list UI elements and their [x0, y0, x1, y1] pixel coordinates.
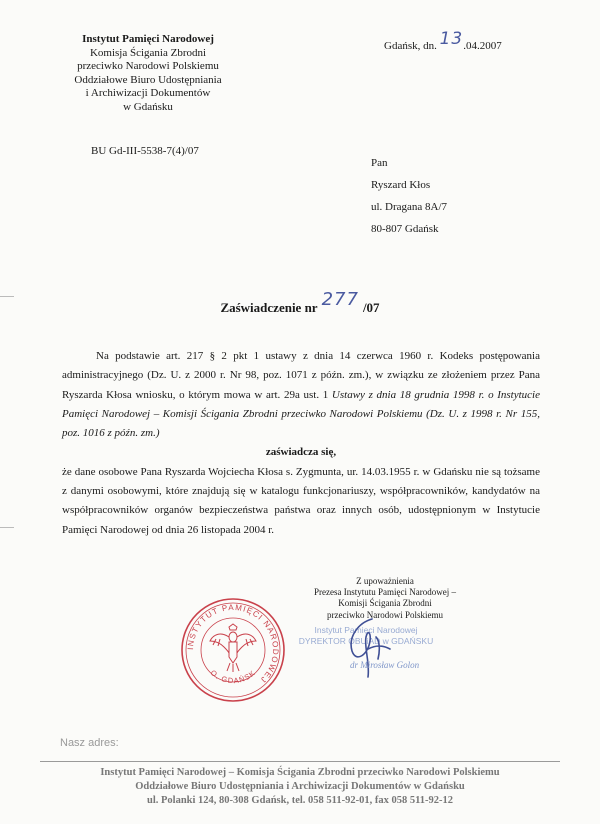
official-seal-stamp [180, 597, 286, 703]
recipient-name: Ryszard Kłos [371, 179, 431, 191]
date-prefix: Gdańsk, dn. [384, 40, 437, 52]
seal-bottom-text: O. GDAŃSK [208, 668, 258, 686]
header-line: i Archiwizacji Dokumentów [85, 87, 211, 100]
recipient-address [371, 152, 447, 240]
footer-line: Instytut Pamięci Narodowej – Komisja Ścigania Zbrodni przeciwko Narodowi Polskiemu [100, 767, 500, 778]
certify-phrase: zaświadcza się, [265, 446, 337, 459]
institution-header [58, 33, 238, 115]
document-title [0, 289, 600, 317]
header-line: w Gdańsku [123, 100, 173, 113]
handwritten-signature-icon [338, 615, 398, 680]
title-prefix: Zaświadczenie nr [220, 300, 318, 315]
address-label: Nasz adres: [60, 737, 119, 749]
date-day-handwritten: 13 [439, 29, 464, 49]
legal-act-reference: Ustawy z dnia 18 grudnia 1998 r. o Instytucie Pamięci Narodowej – Komisji Ścigania Zbrodni przeciwko Narodowi Polskiemu (Dz. U. z 1998 r. Nr 155, poz. 1016 z późn. zm.) [62, 388, 540, 440]
title-suffix: /07 [362, 300, 380, 315]
certificate-number-handwritten: 277 [321, 289, 359, 310]
recipient-salutation: Pan [371, 157, 388, 169]
authorization-line: Prezesa Instytutu Pamięci Narodowej – [314, 587, 456, 598]
seal-ring-text: INSTYTUT PAMIĘCI NARODOWEJ [185, 602, 281, 685]
document-body [62, 347, 540, 540]
document-date [384, 29, 502, 54]
certification-paragraph: że dane osobowe Pana Ryszarda Wojciecha Kłosa s. Zygmunta, ur. 14.03.1955 r. w Gdańsku nie są tożsame z danymi osobowymi, które znajdują się w katalogu funkcjonariuszy, współpracowników, kandydatów na współpracowników organów bezpieczeństwa państwa oraz innych osób, udostępnionym w Instytucie Pamięci Narodowej od dnia 26 listopada 2004 r. [62, 465, 540, 536]
footer-address [0, 766, 600, 808]
institution-name: Instytut Pamięci Narodowej [82, 33, 214, 45]
footer-line: ul. Polanki 124, 80-308 Gdańsk, tel. 058 511-92-01, fax 058 511-92-12 [147, 795, 453, 806]
header-line: Komisja Ścigania Zbrodni [89, 46, 207, 59]
eagle-emblem-icon [210, 624, 256, 672]
authorization-line: Komisji Ścigania Zbrodni [338, 598, 432, 609]
legal-basis-paragraph [62, 347, 540, 443]
date-suffix: .04.2007 [463, 40, 502, 52]
fold-mark [0, 527, 14, 528]
authorization-line: Z upoważnienia [356, 576, 414, 586]
signatory-name: dr Mirosław Golon [350, 660, 420, 670]
header-line: Oddziałowe Biuro Udostępniania [74, 73, 222, 86]
stamp-line: Instytut Pamięci Narodowej [314, 625, 418, 635]
stamp-line: DYREKTOR OBUiAD w GDAŃSKU [298, 636, 434, 646]
recipient-city: 80-807 Gdańsk [371, 223, 439, 235]
footer-line: Oddziałowe Biuro Udostępniania i Archiwizacji Dokumentów w Gdańsku [135, 781, 465, 792]
reference-number: BU Gd-III-5538-7(4)/07 [91, 145, 199, 157]
svg-text:INSTYTUT PAMIĘCI NARODOWEJ [186, 603, 280, 685]
authorization-line: przeciwko Narodowi Polskiemu [327, 609, 443, 620]
footer-divider [40, 761, 560, 762]
header-line: przeciwko Narodowi Polskiemu [77, 60, 219, 73]
recipient-street: ul. Dragana 8A/7 [371, 201, 448, 213]
legal-basis-text: Na podstawie art. 217 § 2 pkt 1 ustawy z dnia 14 czerwca 1960 r. Kodeks postępowania administracyjnego (Dz. U. z 2000 r. Nr 98, poz. 1071 z późn. zm.), w związku ze złożeniem przez Pana Ryszarda Kłosa wniosku, o którym mowa w art. 29a ust. 1 [62, 350, 540, 401]
